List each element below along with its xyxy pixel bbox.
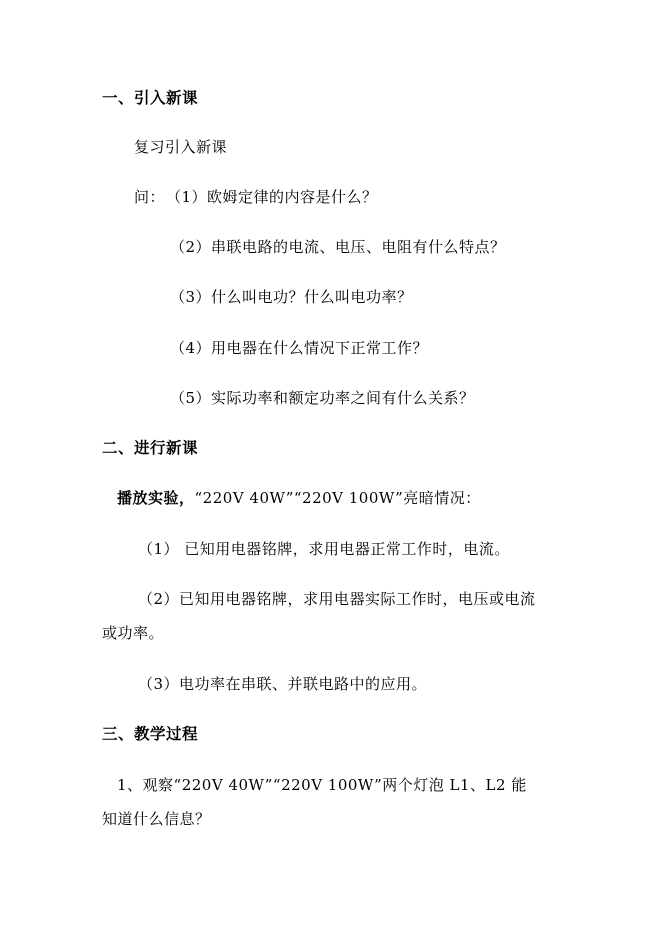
question-3: （3）什么叫电功？什么叫电功率？: [170, 288, 413, 306]
lesson-item-3: （3）电功率在串联、并联电路中的应用。: [138, 675, 428, 693]
experiment-description: “220V 40W”“220V 100W”亮暗情况：: [194, 489, 481, 507]
section-heading-intro: 一、引入新课: [102, 89, 199, 107]
lesson-item-1: （1） 已知用电器铭牌，求用电器正常工作时，电流。: [138, 540, 510, 558]
question-1: （1）欧姆定律的内容是什么？: [166, 188, 378, 206]
experiment-line: [117, 487, 481, 509]
section-heading-new-lesson: 二、进行新课: [102, 439, 199, 457]
process-step-1-continued: 知道什么信息？: [102, 810, 211, 828]
process-step-1: 1、观察“220V 40W”“220V 100W”两个灯泡 L1、L2 能: [117, 776, 527, 794]
intro-text: 复习引入新课: [134, 138, 228, 156]
experiment-label: 播放实验，: [117, 489, 195, 507]
question-2: （2）串联电路的电流、电压、电阻有什么特点？: [170, 238, 506, 256]
question-4: （4）用电器在什么情况下正常工作？: [170, 339, 429, 357]
question-prefix: 问：: [134, 188, 166, 206]
question-5: （5）实际功率和额定功率之间有什么关系？: [170, 389, 475, 407]
lesson-item-2-continued: 或功率。: [102, 624, 165, 642]
lesson-item-2: （2）已知用电器铭牌，求用电器实际工作时，电压或电流: [138, 590, 536, 608]
section-heading-process: 三、教学过程: [102, 725, 199, 743]
